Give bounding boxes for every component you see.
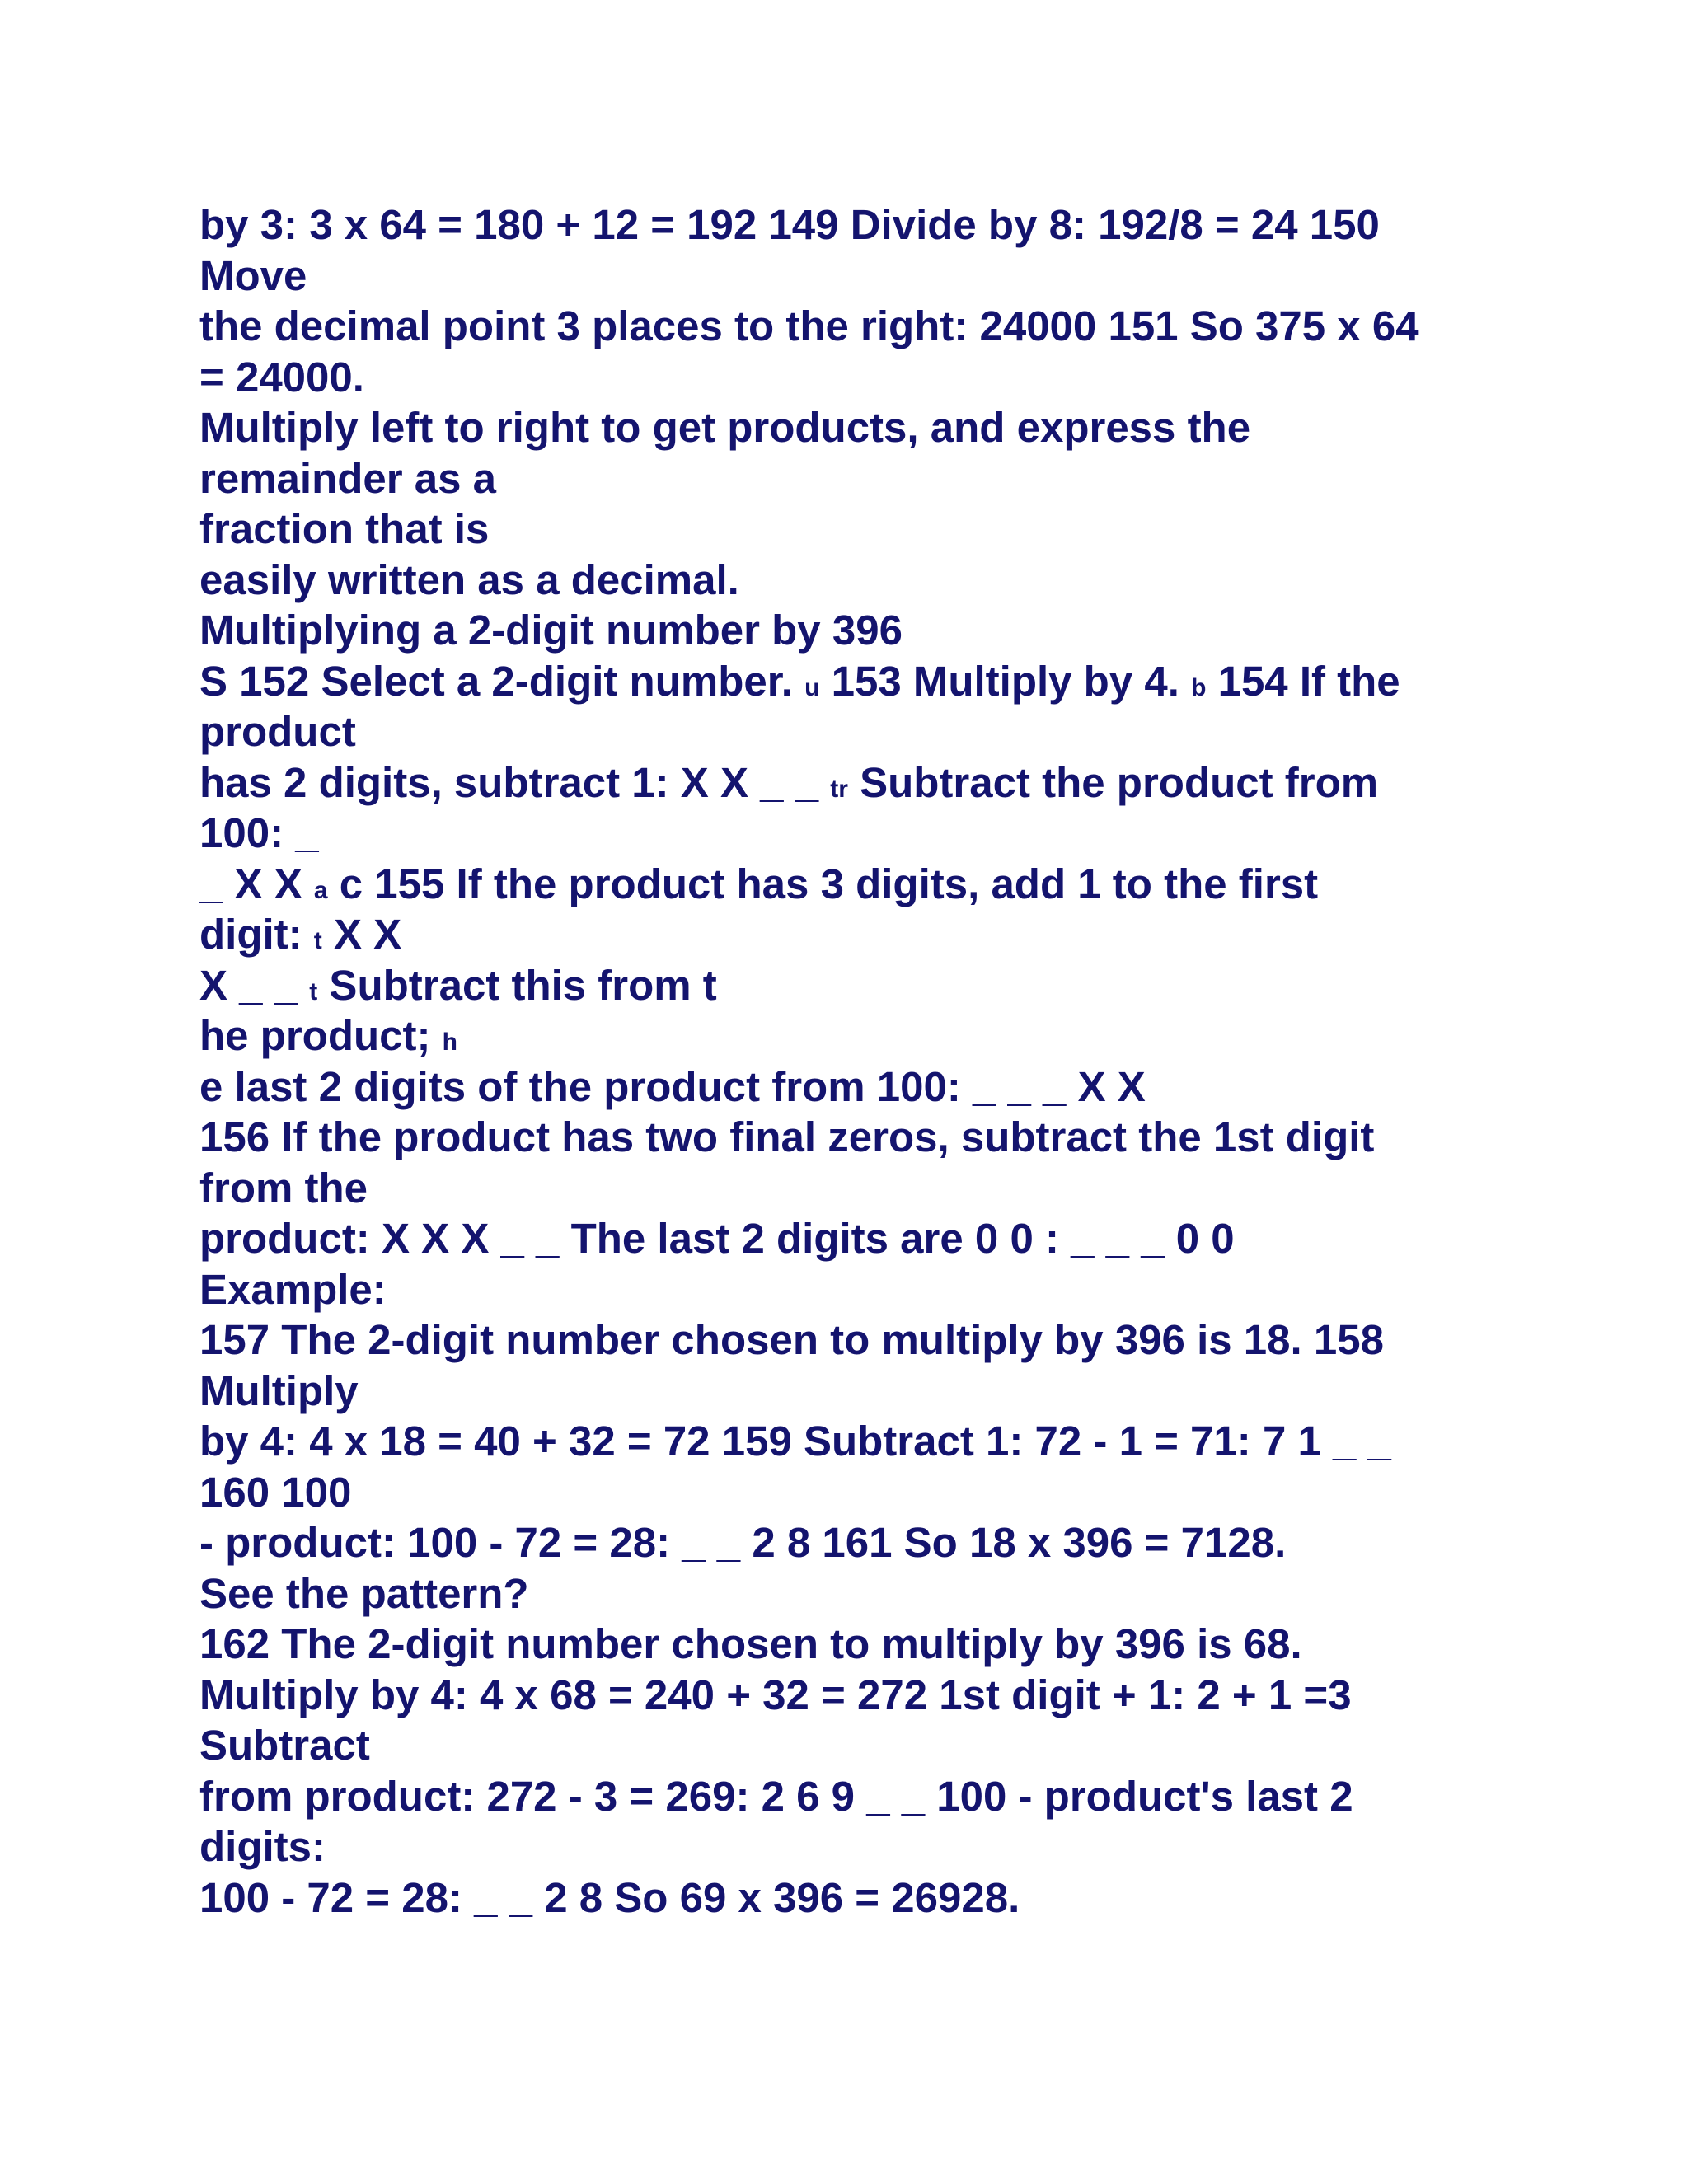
text-line [199,1670,1502,1721]
line-text: 100 - 72 = 28: _ _ 2 8 So 69 x 396 = 26928. [199,1873,1020,1921]
text-line [199,706,1502,757]
text-line [199,1821,1502,1872]
line-text: Subtract this from t [317,961,717,1009]
text-line [199,1416,1502,1467]
line-text: 154 If the [1206,657,1400,705]
text-line [199,757,1502,808]
text-line [199,402,1502,453]
line-text: = 24000. [199,353,364,401]
line-text: from product: 272 - 3 = 269: 2 6 9 _ _ 100 - product's last 2 [199,1772,1353,1820]
text-line [199,1163,1502,1214]
text-line [199,1112,1502,1163]
line-text: 153 Multiply by 4. [819,657,1192,705]
line-text: Multiply [199,1366,359,1414]
line-text: Multiply left to right to get products, and express the [199,404,1251,451]
line-text: _ X X [199,860,314,907]
line-text: Move [199,251,307,299]
text-line [199,453,1502,504]
document-page [199,199,1502,1923]
line-text: has 2 digits, subtract 1: X X _ _ [199,758,831,806]
small-annotation-text: t [313,927,322,954]
text-line [199,1619,1502,1670]
line-text: X X [321,911,402,958]
line-text: digits: [199,1823,326,1870]
line-text: fraction that is [199,505,490,552]
text-line [199,859,1502,910]
line-text: X _ _ [199,961,310,1009]
text-line [199,1315,1502,1366]
line-text: by 3: 3 x 64 = 180 + 12 = 192 149 Divide by 8: 192/8 = 24 150 [199,201,1380,248]
text-line [199,605,1502,656]
text-line [199,1517,1502,1568]
small-annotation-text: t [309,977,318,1005]
text-line [199,301,1502,352]
line-text: 157 The 2-digit number chosen to multiply by 396 is 18. 158 [199,1316,1384,1363]
text-line [199,656,1502,707]
small-annotation-text: b [1191,673,1207,701]
line-text: e last 2 digits of the product from 100: _ _ _ X X [199,1062,1146,1110]
text-line [199,555,1502,606]
text-line [199,960,1502,1011]
line-text: he product; [199,1012,443,1059]
text-line [199,1872,1502,1924]
line-text: See the pattern? [199,1569,529,1617]
small-annotation-text: a [313,876,328,904]
text-line [199,1568,1502,1619]
line-text: by 4: 4 x 18 = 40 + 32 = 72 159 Subtract 1: 72 - 1 = 71: 7 1 _ _ [199,1418,1391,1465]
line-text: S 152 Select a 2-digit number. [199,657,805,705]
line-text: Example: [199,1265,387,1313]
line-text: Multiplying a 2-digit number by 396 [199,607,903,654]
line-text: Subtract the product from [847,758,1379,806]
text-line [199,1771,1502,1822]
small-annotation-text: tr [830,775,848,803]
line-text: remainder as a [199,454,497,502]
text-line [199,1010,1502,1062]
line-text: - product: 100 - 72 = 28: _ _ 2 8 161 So 18 x 396 = 7128. [199,1519,1287,1566]
line-text: 156 If the product has two final zeros, subtract the 1st digit [199,1113,1375,1160]
text-line [199,251,1502,302]
line-text: product [199,708,356,755]
text-line [199,1366,1502,1417]
line-text: Multiply by 4: 4 x 68 = 240 + 32 = 272 1st digit + 1: 2 + 1 =3 [199,1671,1352,1718]
small-annotation-text: u [804,673,820,701]
line-text: 160 100 [199,1468,352,1516]
line-text: 100: _ [199,809,319,856]
text-line [199,199,1502,251]
text-line [199,1264,1502,1315]
text-line [199,352,1502,403]
line-text: the decimal point 3 places to the right: 24000 151 So 375 x 64 [199,302,1419,349]
text-line [199,1720,1502,1771]
small-annotation-text: h [442,1029,457,1056]
line-text: digit: [199,911,314,958]
line-text: c 155 If the product has 3 digits, add 1 to the first [327,860,1319,907]
text-line [199,1213,1502,1264]
line-text: 162 The 2-digit number chosen to multiply by 396 is 68. [199,1620,1302,1667]
text-line [199,1467,1502,1518]
line-text: Subtract [199,1722,370,1769]
line-text: easily written as a decimal. [199,555,739,603]
text-line [199,1062,1502,1113]
line-text: from the [199,1164,368,1212]
line-text: product: X X X _ _ The last 2 digits are 0 0 : _ _ _ 0 0 [199,1215,1235,1262]
text-line [199,808,1502,859]
text-line [199,909,1502,960]
text-line [199,504,1502,555]
